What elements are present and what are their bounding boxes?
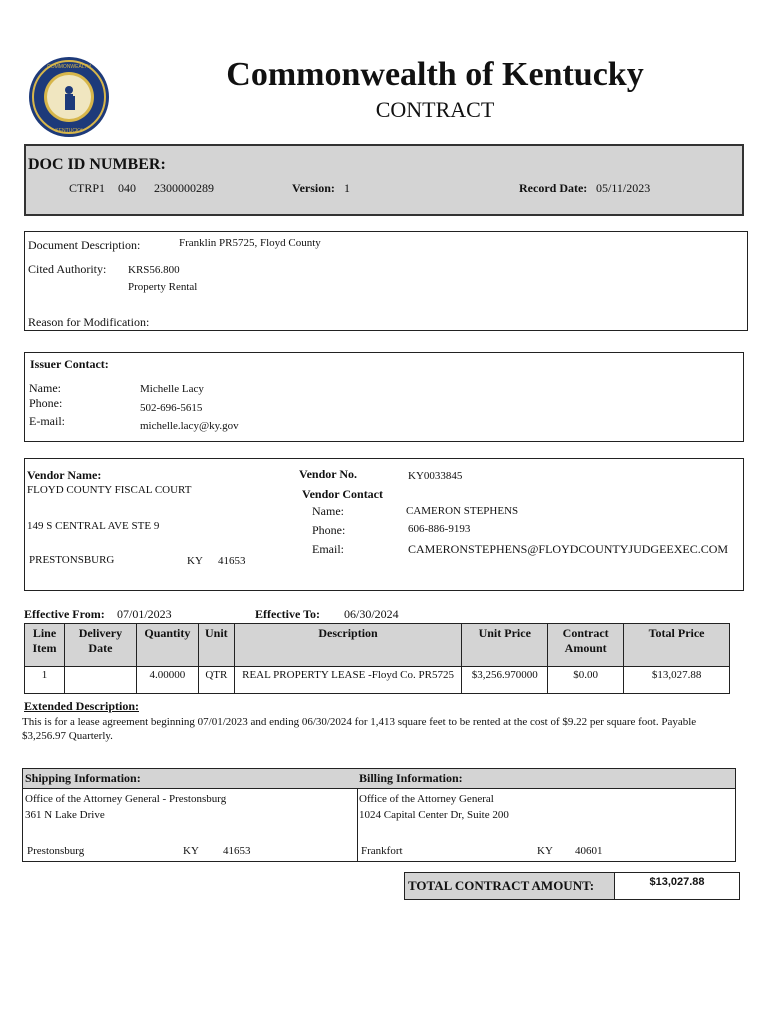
cited-authority-line2: Property Rental bbox=[128, 281, 198, 293]
billing-line2: 1024 Capital Center Dr, Suite 200 bbox=[359, 809, 509, 821]
billing-information bbox=[357, 769, 735, 862]
shipping-zip: 41653 bbox=[223, 845, 251, 857]
col-description: Description bbox=[234, 624, 461, 667]
doc-number: 2300000289 bbox=[154, 181, 214, 195]
vendor-contact-email[interactable]: CAMERONSTEPHENS@FLOYDCOUNTYJUDGEEXEC.COM bbox=[408, 542, 729, 556]
shipping-line1: Office of the Attorney General - Prestonsburg bbox=[25, 793, 227, 805]
col-quantity: Quantity bbox=[136, 624, 198, 667]
record-date-label: Record Date: bbox=[519, 181, 588, 195]
line-items-header-row bbox=[25, 624, 730, 667]
billing-heading: Billing Information: bbox=[357, 769, 735, 789]
issuer-name-label: Name: bbox=[29, 381, 61, 395]
vendor-zip: 41653 bbox=[218, 555, 246, 567]
vendor-contact-phone: 606-886-9193 bbox=[408, 523, 471, 535]
cell-delivery-date bbox=[64, 667, 136, 694]
total-contract-label: TOTAL CONTRACT AMOUNT: bbox=[405, 873, 615, 899]
issuer-email[interactable]: michelle.lacy@ky.gov bbox=[140, 420, 239, 432]
cited-authority-label: Cited Authority: bbox=[28, 262, 107, 276]
extended-description-text: This is for a lease agreement beginning 07/01/2023 and ending 06/30/2024 for 1,413 square feet to be rented at the cost of $9.22 per square foot. Payable $3,256.97 Quarterly. bbox=[22, 716, 697, 742]
vendor-address: 149 S CENTRAL AVE STE 9 bbox=[27, 520, 160, 532]
description-section bbox=[24, 231, 748, 331]
cell-quantity: 4.00000 bbox=[136, 667, 198, 694]
svg-text:COMMONWEALTH: COMMONWEALTH bbox=[47, 64, 91, 70]
effective-to-label: Effective To: bbox=[255, 607, 320, 621]
issuer-email-label: E-mail: bbox=[29, 414, 65, 428]
reason-for-modification-label: Reason for Modification: bbox=[28, 315, 150, 329]
col-unit-price: Unit Price bbox=[462, 624, 548, 667]
col-unit: Unit bbox=[198, 624, 234, 667]
cited-authority-line1: KRS56.800 bbox=[128, 264, 180, 276]
shipping-state: KY bbox=[183, 845, 199, 857]
cell-total-price: $13,027.88 bbox=[624, 667, 730, 694]
shipping-line2: 361 N Lake Drive bbox=[25, 809, 105, 821]
total-contract-section bbox=[404, 872, 740, 900]
vendor-name-label: Vendor Name: bbox=[27, 468, 102, 482]
vendor-contact-label: Vendor Contact bbox=[302, 487, 384, 501]
table-row bbox=[25, 667, 730, 694]
issuer-phone: 502-696-5615 bbox=[140, 402, 203, 414]
cell-description: REAL PROPERTY LEASE -Floyd Co. PR5725 bbox=[234, 667, 461, 694]
doc-dept: 040 bbox=[118, 181, 136, 195]
cell-contract-amount: $0.00 bbox=[548, 667, 624, 694]
col-contract-amount: Contract Amount bbox=[548, 624, 624, 667]
vendor-contact-name: CAMERON STEPHENS bbox=[406, 505, 519, 517]
page-title: Commonwealth of Kentucky bbox=[226, 56, 644, 93]
effective-to-value: 06/30/2024 bbox=[344, 607, 399, 621]
billing-zip: 40601 bbox=[575, 845, 603, 857]
version-value: 1 bbox=[344, 181, 350, 195]
document-description-label: Document Description: bbox=[28, 238, 141, 252]
cell-unit: QTR bbox=[198, 667, 234, 694]
svg-text:KENTUCKY: KENTUCKY bbox=[55, 128, 83, 134]
issuer-name: Michelle Lacy bbox=[140, 383, 204, 395]
doc-id-label: DOC ID NUMBER: bbox=[28, 156, 166, 173]
extended-description-label: Extended Description: bbox=[24, 699, 139, 713]
vendor-state: KY bbox=[187, 555, 203, 567]
issuer-contact-section bbox=[24, 352, 744, 442]
vendor-contact-email-label: Email: bbox=[312, 542, 344, 556]
doc-type: CTRP1 bbox=[69, 181, 106, 195]
document-description-value: Franklin PR5725, Floyd County bbox=[179, 237, 321, 249]
shipping-heading: Shipping Information: bbox=[23, 769, 357, 789]
shipping-information bbox=[23, 769, 358, 862]
vendor-contact-phone-label: Phone: bbox=[312, 523, 346, 537]
kentucky-seal-icon bbox=[28, 56, 110, 138]
col-delivery-date: Delivery Date bbox=[64, 624, 136, 667]
vendor-section bbox=[24, 458, 744, 591]
cell-line-item: 1 bbox=[25, 667, 65, 694]
doc-id-section bbox=[24, 144, 744, 216]
col-total-price: Total Price bbox=[624, 624, 730, 667]
vendor-number-label: Vendor No. bbox=[299, 467, 358, 481]
page-subtitle: CONTRACT bbox=[375, 97, 495, 122]
shipping-billing-section bbox=[22, 768, 736, 862]
line-items-table bbox=[24, 623, 730, 694]
cell-unit-price: $3,256.970000 bbox=[462, 667, 548, 694]
vendor-contact-name-label: Name: bbox=[312, 504, 344, 518]
col-line-item: Line Item bbox=[25, 624, 65, 667]
billing-city: Frankfort bbox=[361, 845, 403, 857]
billing-line1: Office of the Attorney General bbox=[359, 793, 494, 805]
shipping-city: Prestonsburg bbox=[27, 845, 85, 857]
record-date-value: 05/11/2023 bbox=[596, 181, 651, 195]
billing-state: KY bbox=[537, 845, 553, 857]
vendor-city: PRESTONSBURG bbox=[29, 554, 115, 566]
total-contract-value: $13,027.88 bbox=[649, 876, 705, 888]
effective-from-value: 07/01/2023 bbox=[117, 607, 172, 621]
vendor-name: FLOYD COUNTY FISCAL COURT bbox=[27, 484, 192, 496]
effective-from-label: Effective From: bbox=[24, 607, 105, 621]
issuer-phone-label: Phone: bbox=[29, 396, 63, 410]
vendor-number: KY0033845 bbox=[408, 470, 463, 482]
issuer-contact-heading: Issuer Contact: bbox=[30, 357, 109, 371]
version-label: Version: bbox=[292, 181, 335, 195]
